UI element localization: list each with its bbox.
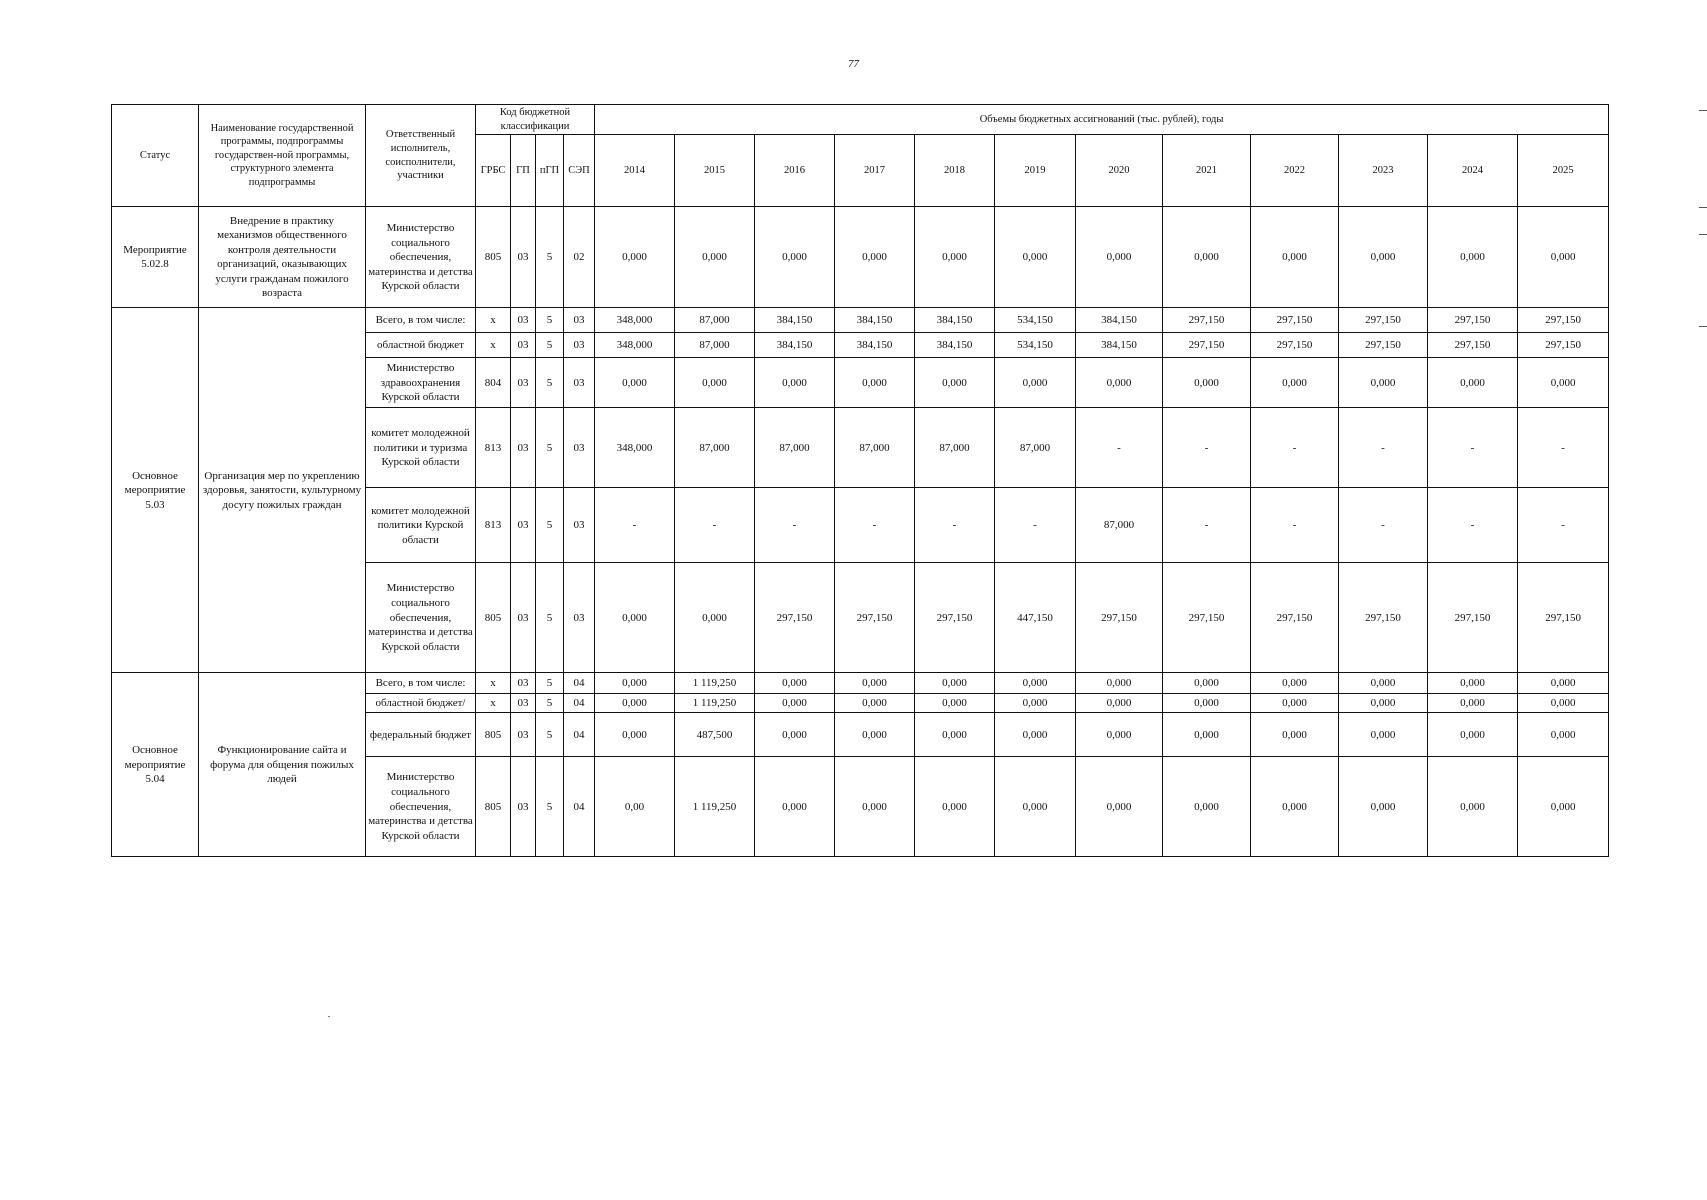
amount-cell: 384,150 bbox=[755, 333, 835, 358]
amount-cell: 0,000 bbox=[995, 207, 1076, 308]
volumes-header: Объемы бюджетных ассигнований (тыс. рублей), годы bbox=[595, 105, 1609, 135]
sep-cell: 03 bbox=[564, 488, 595, 563]
amount-cell: - bbox=[1428, 488, 1518, 563]
sep-cell: 03 bbox=[564, 563, 595, 673]
amount-cell: 0,000 bbox=[915, 694, 995, 713]
amount-cell: 0,000 bbox=[1076, 713, 1163, 757]
year-column-header: 2018 bbox=[915, 135, 995, 207]
amount-cell: 0,000 bbox=[1163, 757, 1251, 857]
amount-cell: 0,000 bbox=[1518, 713, 1609, 757]
amount-cell: 87,000 bbox=[675, 333, 755, 358]
sep-cell: 04 bbox=[564, 694, 595, 713]
amount-cell: 0,000 bbox=[1518, 757, 1609, 857]
scan-edge-mark bbox=[1699, 207, 1707, 208]
year-column-header: 2016 bbox=[755, 135, 835, 207]
pgp-cell: 5 bbox=[536, 207, 564, 308]
pgp-column-header: пГП bbox=[536, 135, 564, 207]
amount-cell: 0,000 bbox=[1163, 713, 1251, 757]
amount-cell: 297,150 bbox=[915, 563, 995, 673]
amount-cell: 297,150 bbox=[1428, 308, 1518, 333]
amount-cell: 87,000 bbox=[995, 408, 1076, 488]
amount-cell: - bbox=[1163, 488, 1251, 563]
amount-cell: 0,000 bbox=[1428, 358, 1518, 408]
year-column-header: 2023 bbox=[1339, 135, 1428, 207]
amount-cell: 297,150 bbox=[1251, 563, 1339, 673]
amount-cell: 0,000 bbox=[1518, 694, 1609, 713]
sep-cell: 04 bbox=[564, 757, 595, 857]
year-column-header: 2022 bbox=[1251, 135, 1339, 207]
amount-cell: 0,000 bbox=[595, 713, 675, 757]
grbs-column-header: ГРБС bbox=[476, 135, 511, 207]
status-cell: Основное мероприятие 5.04 bbox=[112, 673, 199, 857]
amount-cell: 1 119,250 bbox=[675, 757, 755, 857]
amount-cell: 384,150 bbox=[1076, 308, 1163, 333]
amount-cell: 384,150 bbox=[915, 308, 995, 333]
budget-code-header: Код бюджетной классификации bbox=[476, 105, 595, 135]
gp-cell: 03 bbox=[511, 308, 536, 333]
amount-cell: 297,150 bbox=[1428, 563, 1518, 673]
gp-cell: 03 bbox=[511, 207, 536, 308]
amount-cell: 487,500 bbox=[675, 713, 755, 757]
grbs-cell: 813 bbox=[476, 488, 511, 563]
amount-cell: - bbox=[1076, 408, 1163, 488]
amount-cell: 297,150 bbox=[1339, 308, 1428, 333]
amount-cell: - bbox=[595, 488, 675, 563]
year-column-header: 2024 bbox=[1428, 135, 1518, 207]
name-column-header: Наименование государственной программы, подпрограммы государствен-ной программы, структурного элемента подпрограммы bbox=[199, 105, 366, 207]
amount-cell: 87,000 bbox=[1076, 488, 1163, 563]
executor-cell: областной бюджет bbox=[366, 333, 476, 358]
amount-cell: 0,000 bbox=[595, 563, 675, 673]
amount-cell: 297,150 bbox=[1339, 563, 1428, 673]
executor-cell: федеральный бюджет bbox=[366, 713, 476, 757]
gp-cell: 03 bbox=[511, 358, 536, 408]
amount-cell: 0,000 bbox=[755, 694, 835, 713]
grbs-cell: x bbox=[476, 308, 511, 333]
amount-cell: 0,000 bbox=[835, 358, 915, 408]
amount-cell: 0,000 bbox=[835, 207, 915, 308]
pgp-cell: 5 bbox=[536, 563, 564, 673]
amount-cell: 0,000 bbox=[995, 757, 1076, 857]
amount-cell: 0,000 bbox=[1518, 673, 1609, 694]
amount-cell: 0,000 bbox=[915, 673, 995, 694]
amount-cell: 297,150 bbox=[1428, 333, 1518, 358]
executor-cell: Министерство социального обеспечения, материнства и детства Курской области bbox=[366, 563, 476, 673]
amount-cell: 87,000 bbox=[675, 408, 755, 488]
amount-cell: - bbox=[755, 488, 835, 563]
amount-cell: 0,00 bbox=[595, 757, 675, 857]
amount-cell: 297,150 bbox=[1076, 563, 1163, 673]
amount-cell: - bbox=[995, 488, 1076, 563]
amount-cell: 0,000 bbox=[915, 757, 995, 857]
amount-cell: - bbox=[1518, 408, 1609, 488]
pgp-cell: 5 bbox=[536, 333, 564, 358]
amount-cell: 0,000 bbox=[675, 207, 755, 308]
pgp-cell: 5 bbox=[536, 713, 564, 757]
amount-cell: - bbox=[675, 488, 755, 563]
amount-cell: 0,000 bbox=[1163, 207, 1251, 308]
executor-cell: областной бюджет/ bbox=[366, 694, 476, 713]
gp-cell: 03 bbox=[511, 563, 536, 673]
executor-cell: Всего, в том числе: bbox=[366, 673, 476, 694]
amount-cell: 87,000 bbox=[675, 308, 755, 333]
amount-cell: 0,000 bbox=[1163, 694, 1251, 713]
sep-cell: 04 bbox=[564, 673, 595, 694]
executor-cell: Министерство социального обеспечения, материнства и детства Курской области bbox=[366, 757, 476, 857]
amount-cell: 0,000 bbox=[755, 757, 835, 857]
amount-cell: 0,000 bbox=[1428, 757, 1518, 857]
amount-cell: 0,000 bbox=[915, 207, 995, 308]
amount-cell: 297,150 bbox=[1251, 308, 1339, 333]
amount-cell: 447,150 bbox=[995, 563, 1076, 673]
amount-cell: 0,000 bbox=[1251, 757, 1339, 857]
pgp-cell: 5 bbox=[536, 673, 564, 694]
table-row bbox=[112, 673, 1609, 694]
amount-cell: 0,000 bbox=[1076, 757, 1163, 857]
year-column-header: 2020 bbox=[1076, 135, 1163, 207]
amount-cell: 384,150 bbox=[1076, 333, 1163, 358]
amount-cell: 0,000 bbox=[1076, 358, 1163, 408]
amount-cell: 87,000 bbox=[915, 408, 995, 488]
year-column-header: 2015 bbox=[675, 135, 755, 207]
executor-cell: Министерство социального обеспечения, материнства и детства Курской области bbox=[366, 207, 476, 308]
amount-cell: 297,150 bbox=[1163, 308, 1251, 333]
amount-cell: 384,150 bbox=[915, 333, 995, 358]
year-column-header: 2021 bbox=[1163, 135, 1251, 207]
scan-edge-mark bbox=[1699, 326, 1707, 327]
amount-cell: 0,000 bbox=[915, 713, 995, 757]
amount-cell: 0,000 bbox=[915, 358, 995, 408]
table-body bbox=[112, 207, 1609, 857]
amount-cell: 297,150 bbox=[1518, 563, 1609, 673]
amount-cell: 297,150 bbox=[1518, 308, 1609, 333]
table-row bbox=[112, 308, 1609, 333]
scan-edge-mark bbox=[1699, 234, 1707, 235]
amount-cell: 0,000 bbox=[1163, 358, 1251, 408]
amount-cell: - bbox=[1339, 488, 1428, 563]
amount-cell: 0,000 bbox=[995, 673, 1076, 694]
amount-cell: 297,150 bbox=[835, 563, 915, 673]
table-row bbox=[112, 207, 1609, 308]
sep-cell: 03 bbox=[564, 408, 595, 488]
amount-cell: 384,150 bbox=[755, 308, 835, 333]
amount-cell: 0,000 bbox=[1428, 673, 1518, 694]
sep-cell: 03 bbox=[564, 333, 595, 358]
amount-cell: 0,000 bbox=[1251, 713, 1339, 757]
amount-cell: 0,000 bbox=[1163, 673, 1251, 694]
grbs-cell: x bbox=[476, 333, 511, 358]
page-number: 77 bbox=[848, 58, 859, 70]
amount-cell: 534,150 bbox=[995, 333, 1076, 358]
amount-cell: 0,000 bbox=[755, 713, 835, 757]
amount-cell: 0,000 bbox=[1339, 694, 1428, 713]
grbs-cell: x bbox=[476, 673, 511, 694]
pgp-cell: 5 bbox=[536, 757, 564, 857]
amount-cell: 0,000 bbox=[595, 673, 675, 694]
amount-cell: 297,150 bbox=[1163, 333, 1251, 358]
amount-cell: 0,000 bbox=[835, 757, 915, 857]
gp-cell: 03 bbox=[511, 673, 536, 694]
grbs-cell: x bbox=[476, 694, 511, 713]
scan-edge-mark bbox=[1699, 110, 1707, 111]
amount-cell: 0,000 bbox=[1251, 207, 1339, 308]
status-cell: Основное мероприятие 5.03 bbox=[112, 308, 199, 673]
amount-cell: 0,000 bbox=[675, 563, 755, 673]
name-cell: Функционирование сайта и форума для общения пожилых людей bbox=[199, 673, 366, 857]
year-column-header: 2014 bbox=[595, 135, 675, 207]
amount-cell: 534,150 bbox=[995, 308, 1076, 333]
amount-cell: - bbox=[1163, 408, 1251, 488]
amount-cell: 1 119,250 bbox=[675, 673, 755, 694]
amount-cell: - bbox=[1251, 408, 1339, 488]
amount-cell: 0,000 bbox=[1339, 358, 1428, 408]
scan-speck bbox=[328, 1016, 330, 1017]
name-cell: Внедрение в практику механизмов общественного контроля деятельности организаций, оказывающих услуги гражданам пожилого возраста bbox=[199, 207, 366, 308]
amount-cell: 0,000 bbox=[595, 358, 675, 408]
amount-cell: 0,000 bbox=[755, 673, 835, 694]
amount-cell: 0,000 bbox=[755, 358, 835, 408]
table-header bbox=[112, 105, 1609, 207]
grbs-cell: 813 bbox=[476, 408, 511, 488]
gp-column-header: ГП bbox=[511, 135, 536, 207]
pgp-cell: 5 bbox=[536, 358, 564, 408]
pgp-cell: 5 bbox=[536, 408, 564, 488]
amount-cell: 384,150 bbox=[835, 308, 915, 333]
executor-cell: комитет молодежной политики Курской области bbox=[366, 488, 476, 563]
pgp-cell: 5 bbox=[536, 694, 564, 713]
amount-cell: - bbox=[915, 488, 995, 563]
amount-cell: 384,150 bbox=[835, 333, 915, 358]
amount-cell: 348,000 bbox=[595, 408, 675, 488]
pgp-cell: 5 bbox=[536, 488, 564, 563]
name-cell: Организация мер по укреплению здоровья, занятости, культурному досугу пожилых граждан bbox=[199, 308, 366, 673]
sep-cell: 02 bbox=[564, 207, 595, 308]
executor-column-header: Ответственный исполнитель, соисполнители, участники bbox=[366, 105, 476, 207]
amount-cell: - bbox=[835, 488, 915, 563]
amount-cell: 0,000 bbox=[835, 694, 915, 713]
amount-cell: - bbox=[1251, 488, 1339, 563]
amount-cell: 0,000 bbox=[1076, 207, 1163, 308]
amount-cell: 297,150 bbox=[1163, 563, 1251, 673]
amount-cell: - bbox=[1339, 408, 1428, 488]
grbs-cell: 805 bbox=[476, 757, 511, 857]
amount-cell: 348,000 bbox=[595, 333, 675, 358]
amount-cell: 0,000 bbox=[1428, 694, 1518, 713]
amount-cell: 0,000 bbox=[1076, 694, 1163, 713]
grbs-cell: 805 bbox=[476, 713, 511, 757]
pgp-cell: 5 bbox=[536, 308, 564, 333]
sep-cell: 03 bbox=[564, 358, 595, 408]
amount-cell: 0,000 bbox=[595, 694, 675, 713]
year-column-header: 2025 bbox=[1518, 135, 1609, 207]
gp-cell: 03 bbox=[511, 488, 536, 563]
gp-cell: 03 bbox=[511, 694, 536, 713]
amount-cell: 297,150 bbox=[1339, 333, 1428, 358]
amount-cell: - bbox=[1518, 488, 1609, 563]
amount-cell: 0,000 bbox=[1428, 713, 1518, 757]
gp-cell: 03 bbox=[511, 408, 536, 488]
amount-cell: 297,150 bbox=[755, 563, 835, 673]
amount-cell: 87,000 bbox=[755, 408, 835, 488]
amount-cell: 297,150 bbox=[1251, 333, 1339, 358]
year-column-header: 2017 bbox=[835, 135, 915, 207]
amount-cell: 0,000 bbox=[1339, 757, 1428, 857]
status-column-header: Статус bbox=[112, 105, 199, 207]
amount-cell: 0,000 bbox=[1339, 713, 1428, 757]
executor-cell: Всего, в том числе: bbox=[366, 308, 476, 333]
sep-cell: 03 bbox=[564, 308, 595, 333]
executor-cell: комитет молодежной политики и туризма Курской области bbox=[366, 408, 476, 488]
executor-cell: Министерство здравоохранения Курской области bbox=[366, 358, 476, 408]
amount-cell: 0,000 bbox=[835, 673, 915, 694]
sep-column-header: СЭП bbox=[564, 135, 595, 207]
year-column-header: 2019 bbox=[995, 135, 1076, 207]
amount-cell: 0,000 bbox=[1518, 207, 1609, 308]
grbs-cell: 804 bbox=[476, 358, 511, 408]
status-cell: Мероприятие 5.02.8 bbox=[112, 207, 199, 308]
amount-cell: 0,000 bbox=[675, 358, 755, 408]
amount-cell: 0,000 bbox=[1339, 673, 1428, 694]
amount-cell: 0,000 bbox=[835, 713, 915, 757]
amount-cell: 0,000 bbox=[755, 207, 835, 308]
amount-cell: 0,000 bbox=[995, 358, 1076, 408]
grbs-cell: 805 bbox=[476, 207, 511, 308]
gp-cell: 03 bbox=[511, 333, 536, 358]
amount-cell: 0,000 bbox=[1251, 694, 1339, 713]
amount-cell: 348,000 bbox=[595, 308, 675, 333]
amount-cell: 0,000 bbox=[595, 207, 675, 308]
budget-allocation-table bbox=[111, 104, 1609, 857]
amount-cell: 0,000 bbox=[1251, 358, 1339, 408]
grbs-cell: 805 bbox=[476, 563, 511, 673]
amount-cell: 1 119,250 bbox=[675, 694, 755, 713]
gp-cell: 03 bbox=[511, 713, 536, 757]
amount-cell: 0,000 bbox=[1251, 673, 1339, 694]
amount-cell: 297,150 bbox=[1518, 333, 1609, 358]
amount-cell: 0,000 bbox=[995, 713, 1076, 757]
gp-cell: 03 bbox=[511, 757, 536, 857]
amount-cell: 0,000 bbox=[1339, 207, 1428, 308]
amount-cell: 0,000 bbox=[1428, 207, 1518, 308]
amount-cell: 0,000 bbox=[995, 694, 1076, 713]
amount-cell: - bbox=[1428, 408, 1518, 488]
amount-cell: 87,000 bbox=[835, 408, 915, 488]
sep-cell: 04 bbox=[564, 713, 595, 757]
amount-cell: 0,000 bbox=[1076, 673, 1163, 694]
amount-cell: 0,000 bbox=[1518, 358, 1609, 408]
